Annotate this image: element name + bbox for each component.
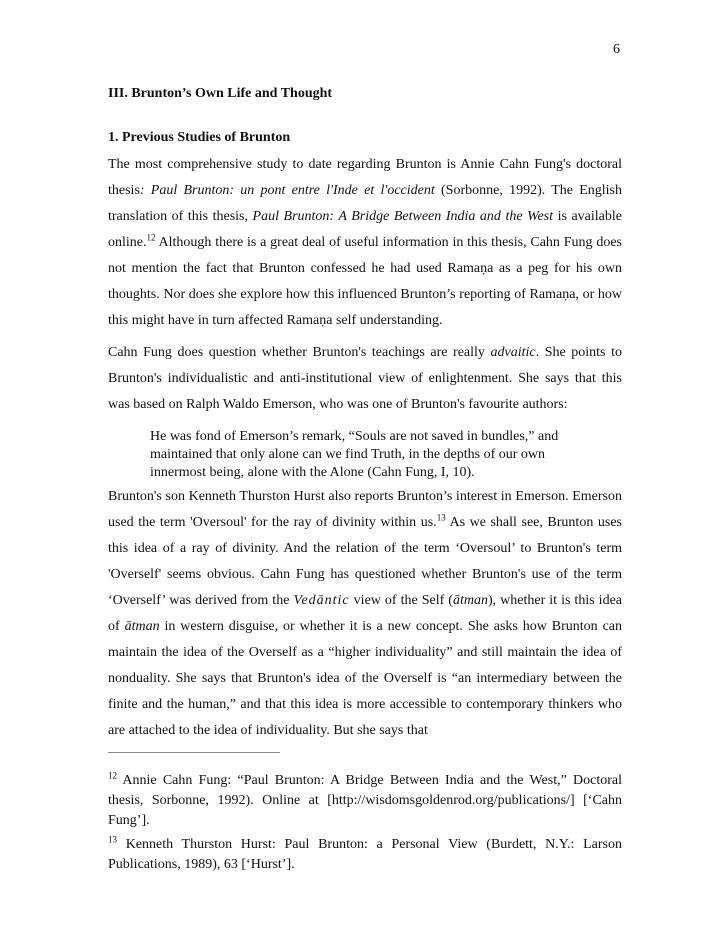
footnote-number-13: 13 <box>108 834 117 845</box>
para1-text-3: is available online. <box>108 209 622 250</box>
emerson-blockquote: He was fond of Emerson’s remark, “Souls are not saved in bundles,” and maintained that only alone can we find Truth, in the depths of our own innermost being, alone with the Alone (Cahn Fung, I, 10). <box>150 429 559 480</box>
para3-text-5: in western disguise, or whether it is a new concept. She asks how Brunton can maintain the idea of the Overself as a “higher individuality” and still maintain the idea of nonduality. She says that Brunton's idea of the Overself is “an intermediary between the finite and the human,” and that this idea is more accessible to contemporary thinkers who are attached to the idea of individuality. But she says that <box>108 619 622 738</box>
para3-text-4: ), whether it is this idea of <box>108 593 622 634</box>
paragraph-advaitic-question <box>108 340 622 418</box>
footnote-divider <box>108 752 280 753</box>
section-heading: III. Brunton’s Own Life and Thought <box>108 86 333 101</box>
para1-text-4: Although there is a great deal of useful information in this thesis, Cahn Fung does not mention the fact that Brunton confessed he had used Ramaṇa as a peg for his own thoughts. Nor does she explore how this influenced Brunton’s reporting of Ramaṇa, or how this might have in turn affected Ramaṇa self understanding. <box>108 235 622 328</box>
paragraph-previous-studies <box>108 152 622 334</box>
para1-thesis-title-french: : Paul Brunton: un pont entre l'Inde et l'occident <box>139 183 435 198</box>
footnote-13 <box>108 835 622 875</box>
footnote-ref-12[interactable]: 12 <box>146 232 156 243</box>
footnote-number-12: 12 <box>108 770 117 781</box>
para2-term-advaitic: advaitic <box>490 345 536 360</box>
subsection-heading: 1. Previous Studies of Brunton <box>108 130 291 145</box>
para2-text-1: Cahn Fung does question whether Brunton's teachings are really <box>108 345 491 360</box>
para2-text-2: . She points to Brunton's individualistic and anti-institutional view of enlightenment. She says that this was based on Ralph Waldo Emerson, who was one of Brunton's favourite authors: <box>108 345 622 412</box>
footnote-text-13: Kenneth Thurston Hurst: Paul Brunton: a Personal View (Burdett, N.Y.: Larson Publications, 1989), 63 [‘Hurst’]. <box>108 837 622 872</box>
para3-term-vedantic: Vedāntic <box>293 593 350 608</box>
footnote-12 <box>108 771 622 831</box>
para3-text-2: As we shall see, Brunton uses this idea of a ray of divinity. And the relation of the term ‘Oversoul’ to Brunton's term 'Overself' seems obvious. Cahn Fung has questioned whether Brunton's use of the term ‘Overself’ was derived from the <box>108 515 622 608</box>
footnote-ref-13[interactable]: 13 <box>436 512 446 523</box>
para1-thesis-title-english: Paul Brunton: A Bridge Between India and the West <box>252 209 554 224</box>
para1-text-1: The most comprehensive study to date regarding Brunton is Annie Cahn Fung's doctoral thesis <box>108 157 622 198</box>
para3-term-atman-2: ātman <box>124 619 160 634</box>
paragraph-oversoul <box>108 484 622 744</box>
para3-text-1: Brunton's son Kenneth Thurston Hurst also reports Brunton’s interest in Emerson. Emerson used the term 'Oversoul' for the ray of divinity within us. <box>108 489 622 530</box>
para3-term-atman-1: ātman <box>452 593 488 608</box>
page-number: 6 <box>613 42 620 57</box>
para3-text-3: view of the Self ( <box>349 593 453 608</box>
page-body <box>108 84 622 879</box>
para1-text-2: (Sorbonne, 1992). The English translation of this thesis, <box>108 183 622 224</box>
footnote-text-12: Annie Cahn Fung: “Paul Brunton: A Bridge Between India and the West,” Doctoral thesis, Sorbonne, 1992). Online at [http://wisdomsgoldenrod.org/publications/] [‘Cahn Fung’]. <box>108 773 622 828</box>
